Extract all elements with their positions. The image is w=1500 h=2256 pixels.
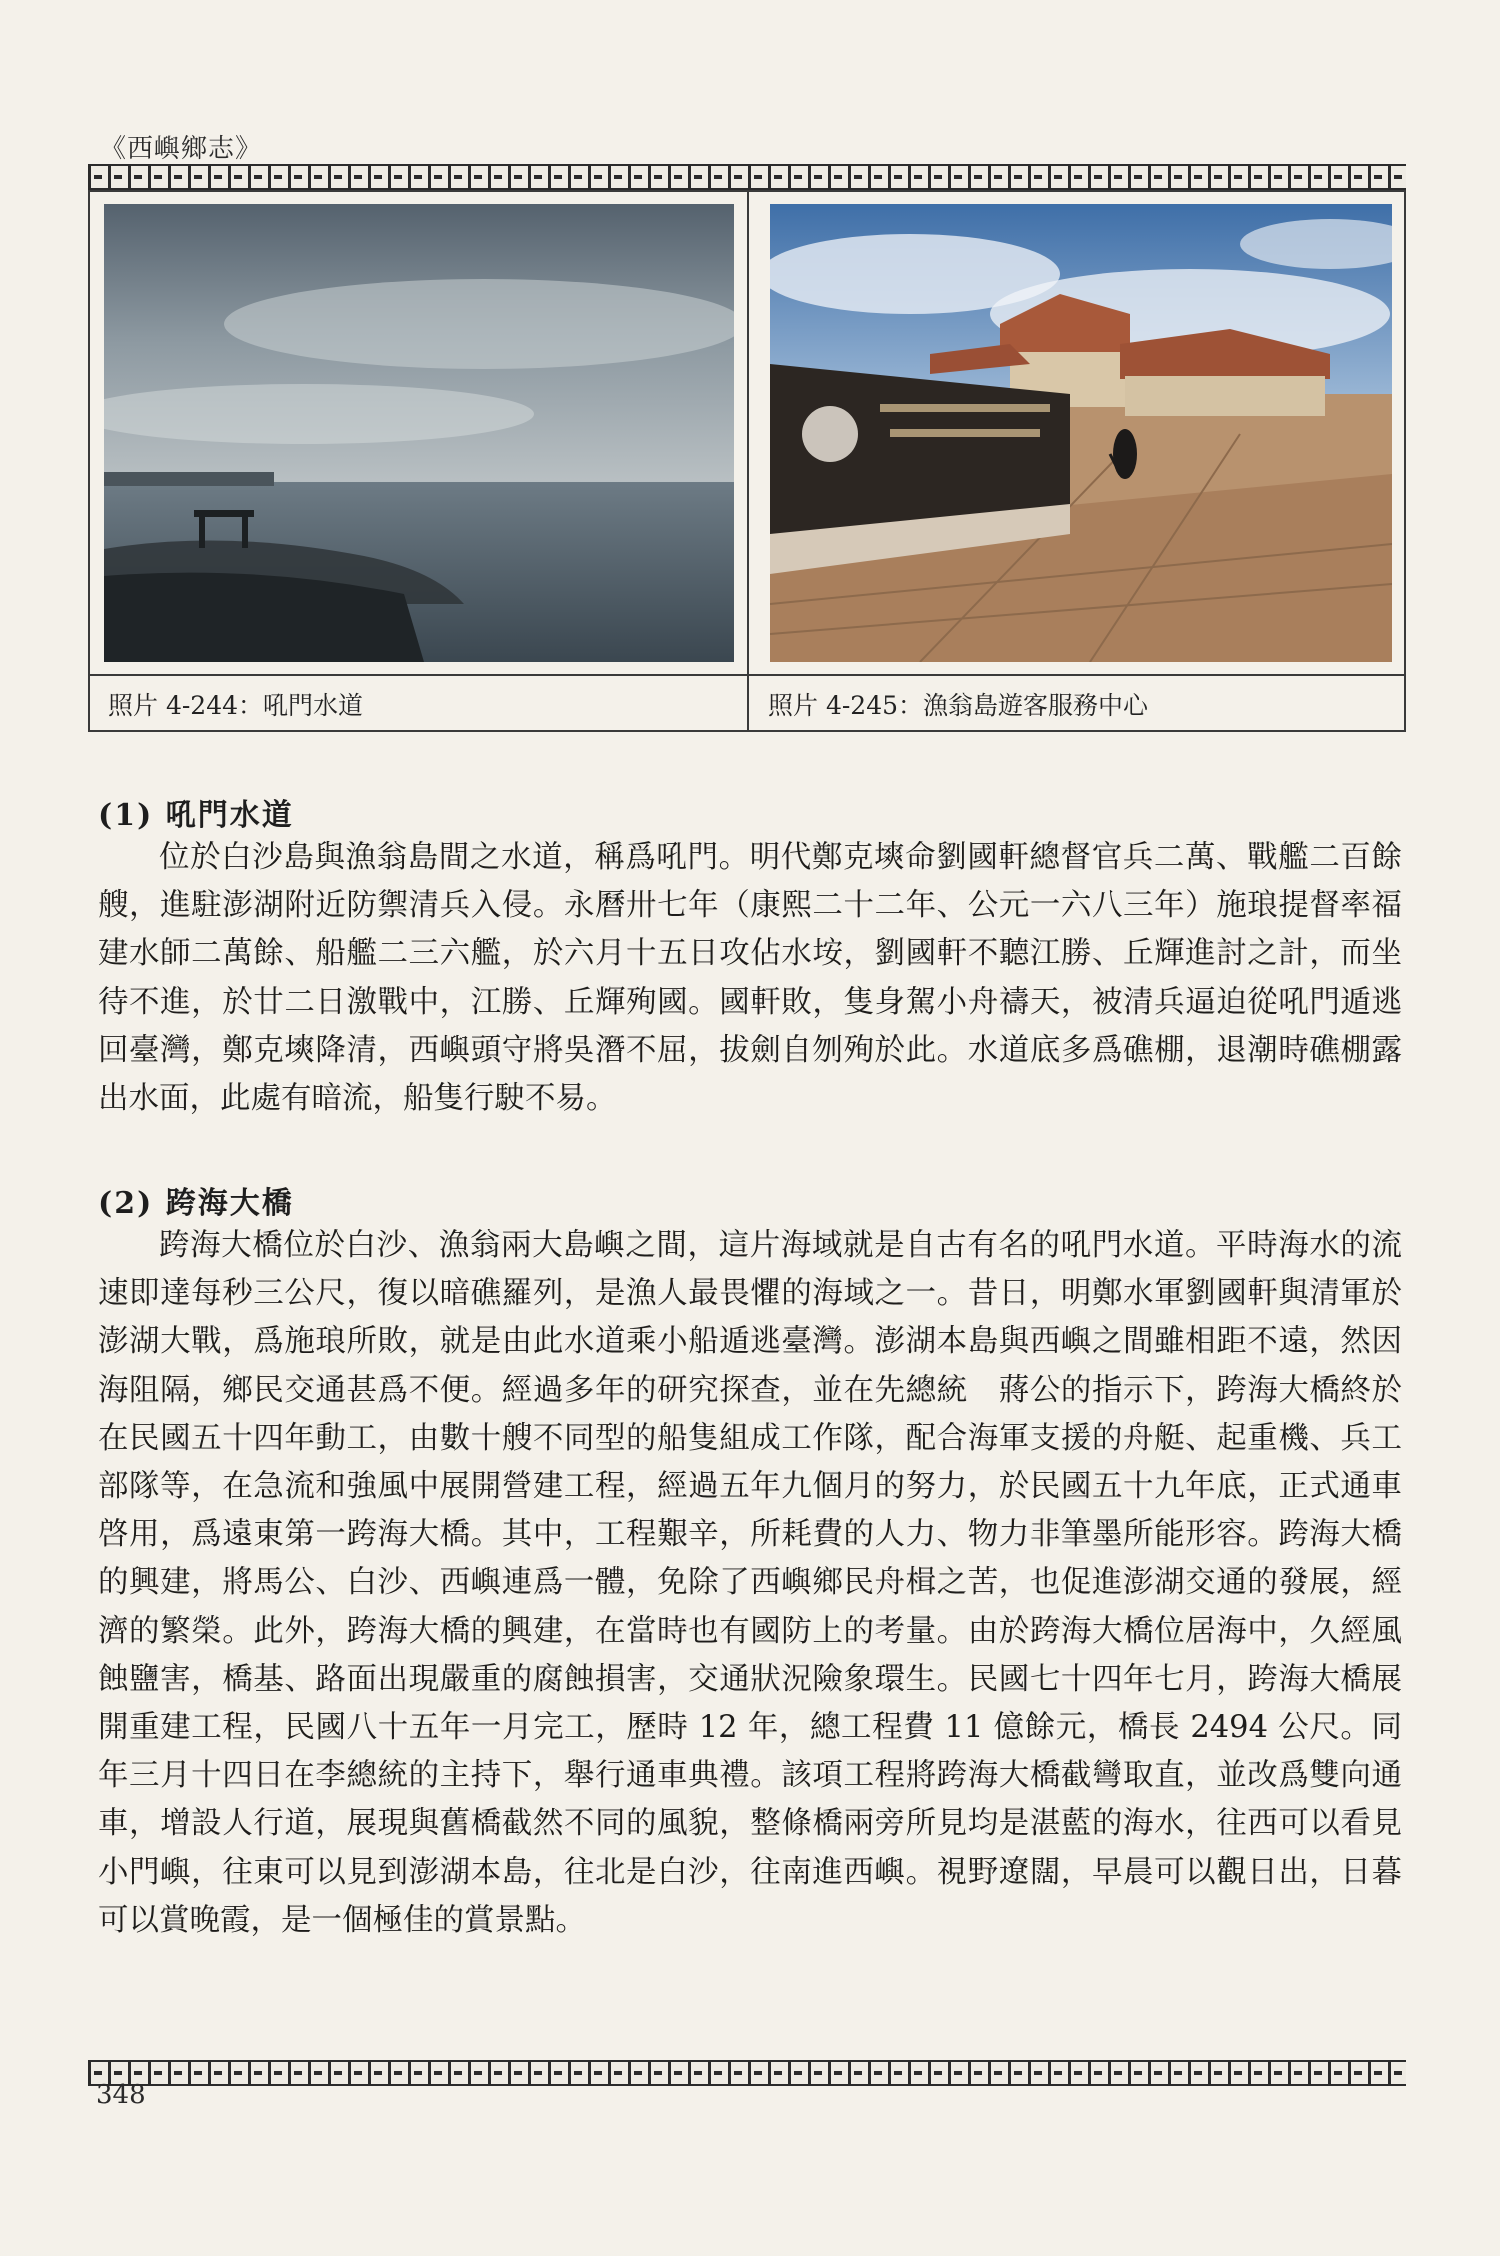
photo-caption: 照片 4-244：吼門水道 [108,691,364,720]
photo-caption: 照片 4-245：漁翁島遊客服務中心 [768,691,1149,720]
photo-divider [747,192,749,730]
page-number: 348 [96,2080,146,2110]
section-heading: (2) 跨海大橋 [98,1186,294,1221]
visitor-center-image [770,204,1392,662]
photo-table [88,190,1406,732]
section-heading: (1) 吼門水道 [98,798,294,833]
section-body: 位於白沙島與漁翁島間之水道，稱爲吼門。明代鄭克塽命劉國軒總督官兵二萬、戰艦二百餘艘，進駐澎湖附近防禦清兵入侵。永曆卅七年（康熙二十二年、公元一六八三年）施琅提督率福建水師二萬餘、船艦二三六艦，於六月十五日攻佔水垵，劉國軒不聽江勝、丘輝進討之計，而坐待不進，於廿二日激戰中，江勝、丘輝殉國。國軒敗，隻身駕小舟禱天，被清兵逼迫從吼門遁逃回臺灣，鄭克塽降清，西嶼頭守將吳潛不屈，拔劍自刎殉於此。水道底多爲礁棚，退潮時礁棚露出水面，此處有暗流，船隻行駛不易。 [98,840,1402,1117]
running-header: 《西嶼鄉志》 [100,134,263,164]
top-key-border [88,164,1406,190]
visitor-center-photo [770,204,1392,662]
caption-rule [90,674,1404,676]
bottom-key-border [88,2060,1406,2086]
ocean-channel-photo [104,204,734,662]
ocean-channel-image [104,204,734,662]
section-body: 跨海大橋位於白沙、漁翁兩大島嶼之間，這片海域就是自古有名的吼門水道。平時海水的流速即達每秒三公尺，復以暗礁羅列，是漁人最畏懼的海域之一。昔日，明鄭水軍劉國軒與清軍於澎湖大戰，爲施琅所敗，就是由此水道乘小船遁逃臺灣。澎湖本島與西嶼之間雖相距不遠，然因海阻隔，鄉民交通甚爲不便。經過多年的研究探查，並在先總統 蔣公的指示下，跨海大橋終於在民國五十四年動工，由數十艘不同型的船隻組成工作隊，配合海軍支援的舟艇、起重機、兵工部隊等，在急流和強風中展開營建工程，經過五年九個月的努力，於民國五十九年底，正式通車啓用，爲遠東第一跨海大橋。其中，工程艱辛，所耗費的人力、物力非筆墨所能形容。跨海大橋的興建，將馬公、白沙、西嶼連爲一體，免除了西嶼鄉民舟楫之苦，也促進澎湖交通的發展，經濟的繁榮。此外，跨海大橋的興建，在當時也有國防上的考量。由於跨海大橋位居海中，久經風蝕鹽害，橋基、路面出現嚴重的腐蝕損害，交通狀況險象環生。民國七十四年七月，跨海大橋展開重建工程，民國八十五年一月完工，歷時 12 年，總工程費 11 億餘元，橋長 2494 公尺。同年三月十四日在李總統的主持下，舉行通車典禮。該項工程將跨海大橋截彎取直，並改爲雙向通車，增設人行道，展現與舊橋截然不同的風貌，整條橋兩旁所見均是湛藍的海水，往西可以看見小門嶼，往東可以見到澎湖本島，往北是白沙，往南進西嶼。視野遼闊，早晨可以觀日出，日暮可以賞晚霞，是一個極佳的賞景點。 [98,1228,1402,1938]
